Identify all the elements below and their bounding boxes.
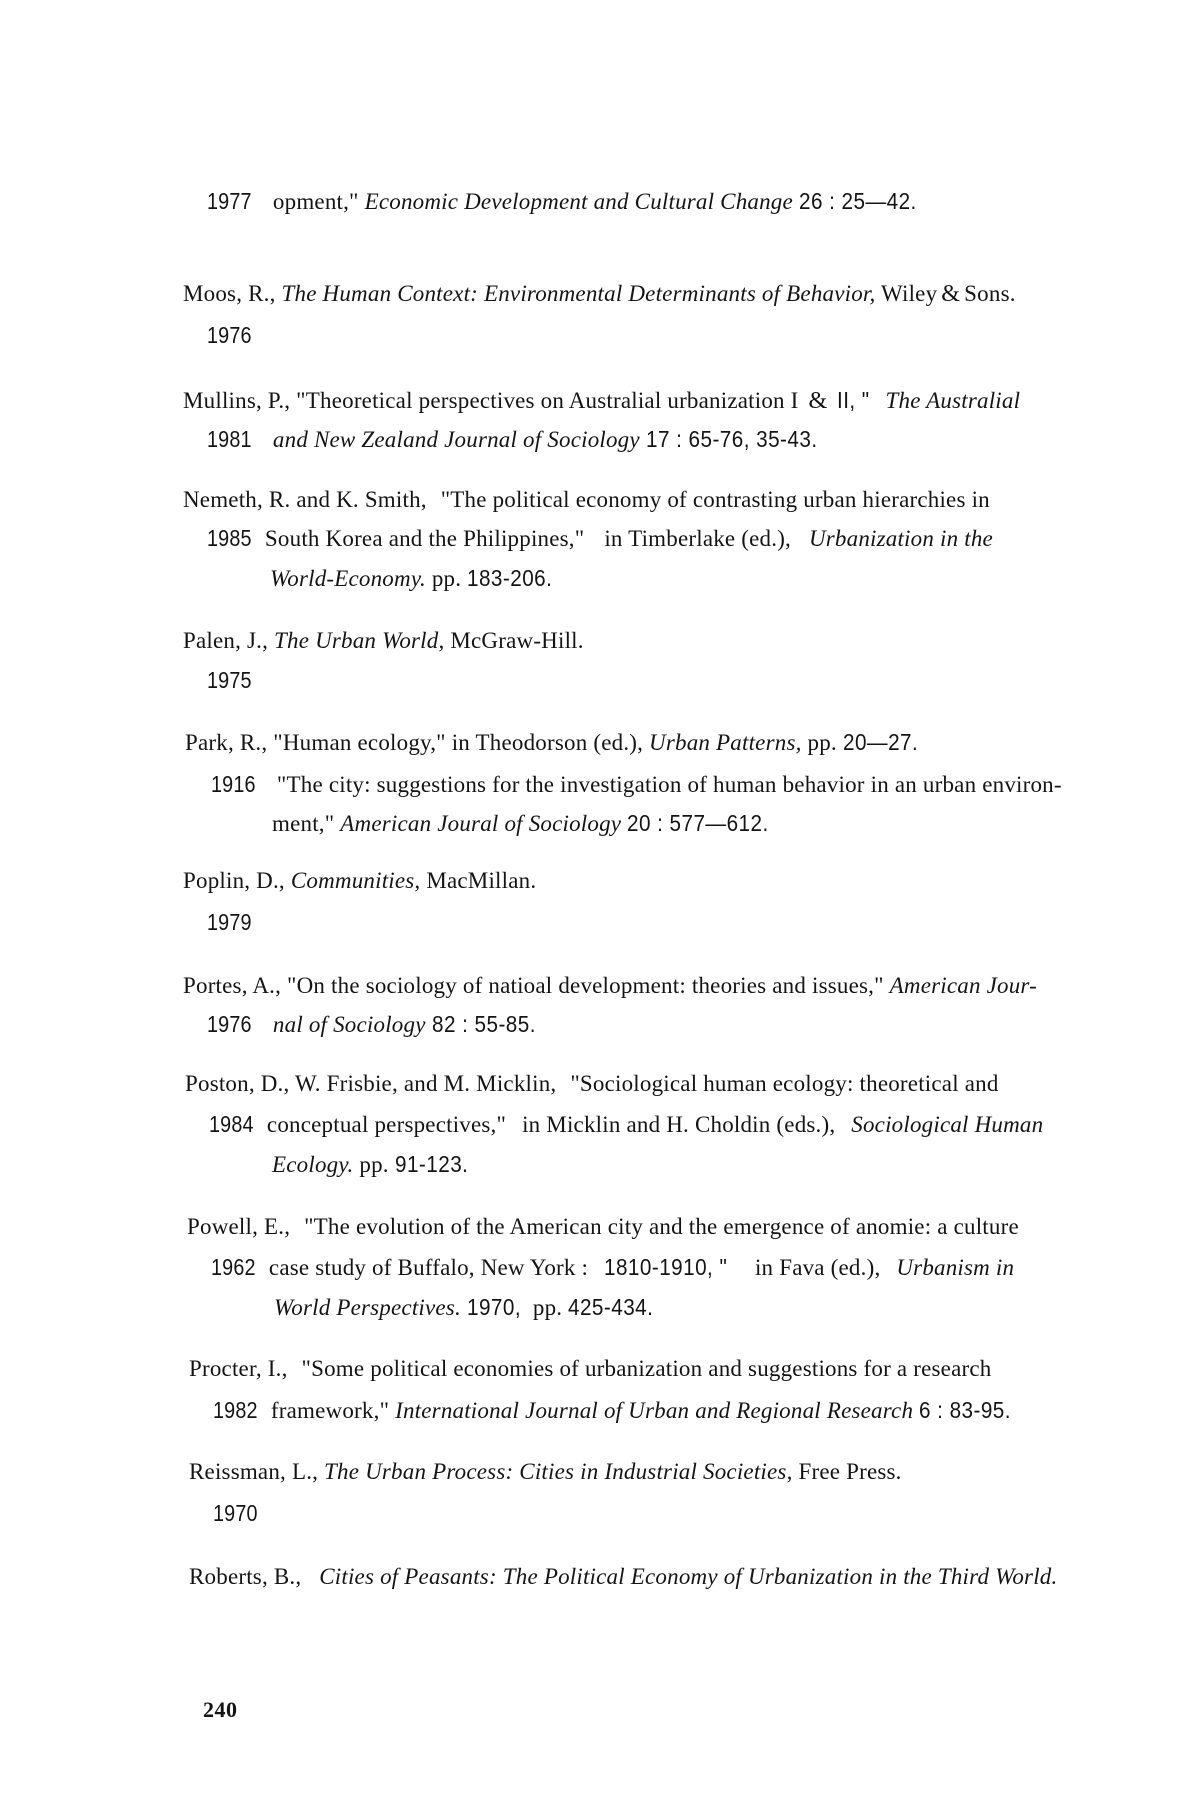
volume-pages: 17 : 65-76, 35-43. — [645, 426, 818, 452]
reference-year: 1976 — [207, 322, 252, 348]
book-title: Communities, — [290, 868, 421, 893]
publisher: Sons. — [964, 281, 1016, 306]
reference-text: "The evolution of the American city and the emergence of anomie: a culture — [304, 1214, 1019, 1239]
pages-label: pp. — [359, 1152, 389, 1177]
book-title: Urban Patterns, — [649, 730, 802, 755]
reference-text: case study of Buffalo, New York : — [268, 1255, 589, 1280]
reference-text: 1970, — [466, 1294, 521, 1320]
reference-line — [189, 1562, 1057, 1592]
journal-title: International Journal of Urban and Regional Research — [395, 1398, 914, 1423]
reference-year: 1984 — [209, 1111, 254, 1137]
reference-line — [185, 727, 926, 758]
journal-title: American Joural of Sociology — [340, 811, 622, 836]
book-title: Ecology. — [272, 1152, 354, 1177]
journal-title: The Australial — [885, 388, 1021, 413]
publisher: Free Press. — [798, 1459, 902, 1484]
reference-year: 1977 — [207, 188, 252, 214]
reference-line — [207, 1009, 547, 1040]
reference-text: "Human ecology," in Theodorson (ed.), — [273, 730, 644, 755]
reference-author: Poplin, D., — [183, 868, 285, 893]
reference-text: in Micklin and H. Choldin (eds.), — [522, 1112, 836, 1137]
reference-line — [207, 665, 259, 696]
ampersand: & — [808, 388, 828, 414]
reference-line — [207, 523, 993, 554]
book-title: World Perspectives. — [274, 1295, 461, 1320]
reference-line — [207, 320, 259, 351]
reference-text: "The political economy of contrasting urban hierarchies in — [440, 487, 990, 512]
reference-text: "Theoretical perspectives on Australial urbanization I — [296, 388, 799, 413]
reference-year: 1975 — [207, 667, 252, 693]
reference-line — [274, 1292, 663, 1323]
publisher: McGraw-Hill. — [450, 628, 584, 653]
book-title: Urbanism in — [896, 1255, 1015, 1280]
book-title: The Urban Process: Cities in Industrial Societies, — [324, 1459, 793, 1484]
reference-line — [272, 1149, 476, 1180]
volume-pages: 6 : 83-95. — [919, 1397, 1012, 1423]
reference-line — [270, 563, 562, 594]
page-number: 240 — [203, 1697, 238, 1722]
reference-line — [211, 1252, 1014, 1283]
page-range: 183-206. — [467, 565, 553, 591]
reference-text: South Korea and the Philippines," — [264, 526, 585, 551]
book-title: Cities of Peasants: The Political Economy of Urbanization in the Third World. — [319, 1564, 1058, 1589]
volume-pages: 26 : 25—42. — [798, 188, 917, 214]
reference-author: Palen, J., — [183, 628, 269, 653]
reference-author: Powell, E., — [187, 1214, 291, 1239]
reference-line — [213, 1395, 1021, 1426]
reference-year: 1981 — [207, 426, 252, 452]
reference-author: Park, R., — [185, 730, 268, 755]
reference-text: "The city: suggestions for the investigation of human behavior in an urban environ- — [276, 772, 1062, 797]
reference-year: 1976 — [207, 1011, 252, 1037]
reference-author: Roberts, B., — [189, 1564, 302, 1589]
reference-text: in Timberlake (ed.), — [604, 526, 792, 551]
reference-line — [207, 907, 259, 938]
reference-text: "Sociological human ecology: theoretical and — [570, 1071, 999, 1096]
reference-text: conceptual perspectives," — [266, 1112, 507, 1137]
journal-title: American Jour- — [889, 973, 1037, 998]
reference-text: II, " — [837, 387, 870, 413]
reference-text: opment," — [272, 189, 359, 214]
pages-label: pp. — [431, 566, 462, 591]
page-range: 20—27. — [842, 729, 919, 755]
reference-line — [189, 1354, 991, 1384]
reference-text: "On the sociology of natioal development: theories and issues," — [287, 973, 884, 998]
reference-line — [185, 1069, 999, 1099]
pages-label: pp. — [807, 730, 837, 755]
page-range: 91-123. — [394, 1151, 469, 1177]
journal-title: and New Zealand Journal of Sociology — [272, 427, 640, 452]
reference-line — [183, 385, 1020, 416]
reference-line — [272, 808, 785, 839]
reference-year: 1985 — [207, 525, 252, 551]
volume-pages: 20 : 577—612. — [627, 810, 769, 836]
volume-pages: 82 : 55-85. — [431, 1011, 536, 1037]
publisher: Wiley — [881, 281, 938, 306]
reference-year: 1979 — [207, 909, 252, 935]
reference-text: 1810-1910, " — [604, 1254, 728, 1280]
reference-line — [209, 1109, 1043, 1140]
reference-author: Poston, D., W. Frisbie, and M. Micklin, — [185, 1071, 557, 1096]
reference-line — [187, 1212, 1019, 1242]
reference-author: Moos, R., — [183, 281, 276, 306]
book-title: The Urban World, — [274, 628, 445, 653]
reference-line — [207, 186, 930, 217]
reference-line — [183, 971, 1037, 1001]
reference-author: Procter, I., — [189, 1356, 288, 1381]
ampersand: & — [941, 281, 961, 307]
pages-label: pp. — [532, 1295, 563, 1320]
book-title: Urbanization in the — [808, 526, 993, 551]
reference-author: Portes, A., — [183, 973, 282, 998]
book-title: World-Economy. — [270, 566, 426, 591]
reference-line — [207, 424, 836, 455]
reference-year: 1962 — [211, 1254, 256, 1280]
book-title: The Human Context: Environmental Determinants of Behavior, — [281, 281, 876, 306]
journal-title: nal of Sociology — [272, 1012, 426, 1037]
reference-text: in Fava (ed.), — [754, 1255, 881, 1280]
reference-line — [183, 485, 990, 515]
reference-text: ment," — [272, 811, 335, 836]
journal-title: Economic Development and Cultural Change — [364, 189, 793, 214]
reference-text: framework," — [270, 1398, 390, 1423]
reference-author: Nemeth, R. and K. Smith, — [183, 487, 427, 512]
reference-year: 1916 — [211, 771, 256, 797]
publisher: MacMillan. — [426, 868, 537, 893]
page-range: 425-434. — [568, 1294, 654, 1320]
reference-line — [183, 866, 536, 896]
reference-year: 1970 — [213, 1500, 258, 1526]
book-title: Sociological Human — [851, 1112, 1044, 1137]
reference-line — [189, 1457, 902, 1487]
reference-line — [211, 769, 1062, 800]
reference-author: Mullins, P., — [183, 388, 291, 413]
reference-line — [213, 1498, 265, 1529]
reference-line — [183, 626, 584, 656]
reference-line — [183, 279, 1016, 309]
reference-year: 1982 — [213, 1397, 258, 1423]
reference-author: Reissman, L., — [189, 1459, 319, 1484]
reference-text: "Some political economies of urbanization and suggestions for a research — [301, 1356, 992, 1381]
